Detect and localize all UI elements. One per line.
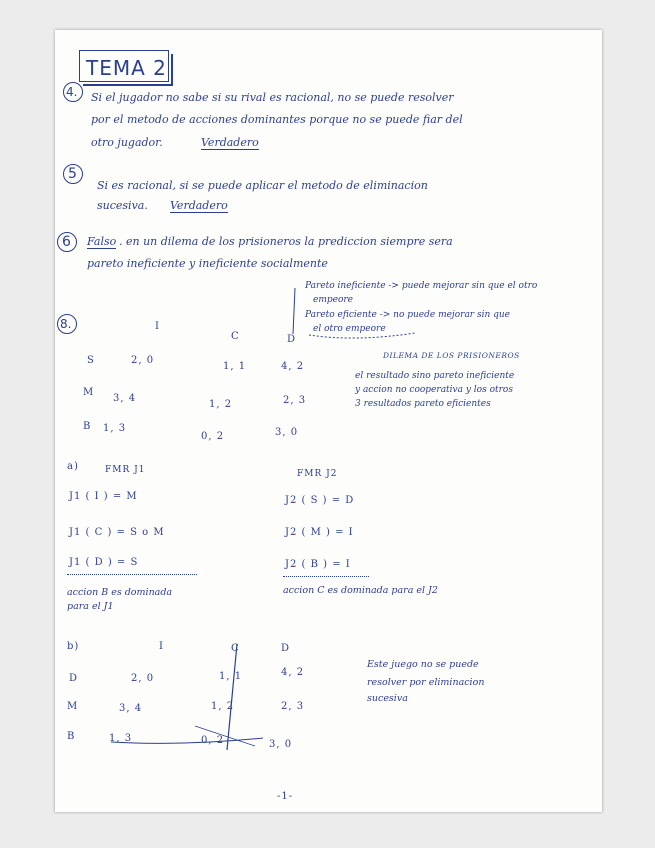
question-8-number: 8.	[60, 317, 72, 331]
q4-line-3: otro jugador.	[91, 136, 163, 149]
part-b-row-3-label: B	[67, 731, 76, 742]
question-5-number: 5	[68, 166, 77, 182]
q6-line-1: . en un dilema de los prisioneros la prediccion siempre sera	[119, 235, 453, 248]
q4-verdict: Verdadero	[201, 136, 259, 149]
q8-col-1: I	[155, 321, 160, 332]
part-b-cell-2-2: 1, 2	[211, 701, 235, 712]
part-a-left-1: J1 ( I ) = M	[69, 491, 138, 502]
part-b-cell-3-3: 3, 0	[269, 739, 293, 750]
q6-verdict: Falso	[87, 235, 117, 248]
q8-note-2: y accion no cooperativa y los otros	[355, 385, 513, 395]
part-a-conclusion-right: accion C es dominada para el J2	[283, 585, 438, 596]
q8-cell-2-2: 1, 2	[209, 399, 233, 410]
question-6-number: 6	[62, 234, 71, 250]
q6-note-2: empeore	[313, 295, 353, 305]
question-4-number: 4.	[66, 85, 78, 99]
part-b-cell-1-1: 2, 0	[131, 673, 155, 684]
q8-cell-1-2: 1, 1	[223, 361, 247, 372]
q4-line-1: Si el jugador no sabe si su rival es racional, no se puede resolver	[91, 91, 454, 104]
q8-cell-2-1: 3, 4	[113, 393, 137, 404]
part-b-label: b)	[67, 641, 80, 652]
part-a-conclusion-left-2: para el J1	[67, 601, 114, 612]
page-number: -1-	[277, 791, 294, 802]
q8-cell-3-3: 3, 0	[275, 427, 299, 438]
q8-cell-3-2: 0, 2	[201, 431, 225, 442]
q8-cell-2-3: 2, 3	[283, 395, 307, 406]
q5-line-2: sucesiva.	[97, 199, 148, 212]
part-b-cell-2-1: 3, 4	[119, 703, 143, 714]
part-a-conclusion-left-1: accion B es dominada	[67, 587, 173, 598]
notebook-page	[55, 30, 602, 812]
part-b-row-2-label: M	[67, 701, 79, 712]
page-title: TEMA 2	[86, 56, 167, 80]
part-a-label: a)	[67, 461, 79, 472]
q6-note-4: el otro empeore	[313, 324, 386, 334]
part-a-right-1: J2 ( S ) = D	[285, 495, 355, 506]
q5-verdict: Verdadero	[170, 199, 228, 212]
part-b-col-1: I	[159, 641, 164, 652]
part-b-cell-2-3: 2, 3	[281, 701, 305, 712]
q8-cell-1-1: 2, 0	[131, 355, 155, 366]
part-b-row-1-label: D	[69, 673, 79, 684]
q6-note-1: Pareto ineficiente -> puede mejorar sin que el otro	[305, 281, 538, 291]
q6-note-3: Pareto eficiente -> no puede mejorar sin que	[305, 310, 511, 320]
part-b-cell-3-1: 1, 3	[109, 733, 133, 744]
part-b-col-2: C	[231, 643, 240, 654]
part-b-cell-1-3: 4, 2	[281, 667, 305, 678]
part-a-fmr2: FMR J2	[297, 469, 338, 479]
part-b-note-3: sucesiva	[367, 693, 408, 704]
q8-col-3: D	[287, 334, 297, 345]
part-b-note-1: Este juego no se puede	[367, 659, 479, 670]
pen-strokes	[55, 30, 602, 812]
q8-row-2-label: M	[83, 387, 95, 398]
q8-note-3: 3 resultados pareto eficientes	[355, 399, 491, 409]
q5-line-1: Si es racional, si se puede aplicar el metodo de eliminacion	[97, 179, 428, 192]
part-a-right-2: J2 ( M ) = I	[285, 527, 354, 538]
q8-cell-3-1: 1, 3	[103, 423, 127, 434]
part-a-left-2: J1 ( C ) = S o M	[69, 527, 165, 538]
part-b-note-2: resolver por eliminacion	[367, 677, 485, 688]
q8-col-2: C	[231, 331, 240, 342]
part-a-right-3: J2 ( B ) = I	[285, 559, 351, 570]
part-a-fmr1: FMR J1	[105, 465, 146, 475]
part-a-left-3: J1 ( D ) = S	[69, 557, 139, 568]
q8-note-1: el resultado sino pareto ineficiente	[355, 371, 515, 381]
q8-cell-1-3: 4, 2	[281, 361, 305, 372]
part-b-col-3: D	[281, 643, 291, 654]
q6-line-2: pareto ineficiente y ineficiente socialmente	[87, 257, 328, 270]
q8-row-3-label: B	[83, 421, 92, 432]
q8-row-1-label: S	[87, 355, 95, 366]
part-b-cell-3-2: 0, 2	[201, 735, 225, 746]
q4-line-2: por el metodo de acciones dominantes porque no se puede fiar del	[91, 113, 463, 126]
q8-note-title: DILEMA DE LOS PRISIONEROS	[383, 351, 520, 360]
part-b-cell-1-2: 1, 1	[219, 671, 243, 682]
